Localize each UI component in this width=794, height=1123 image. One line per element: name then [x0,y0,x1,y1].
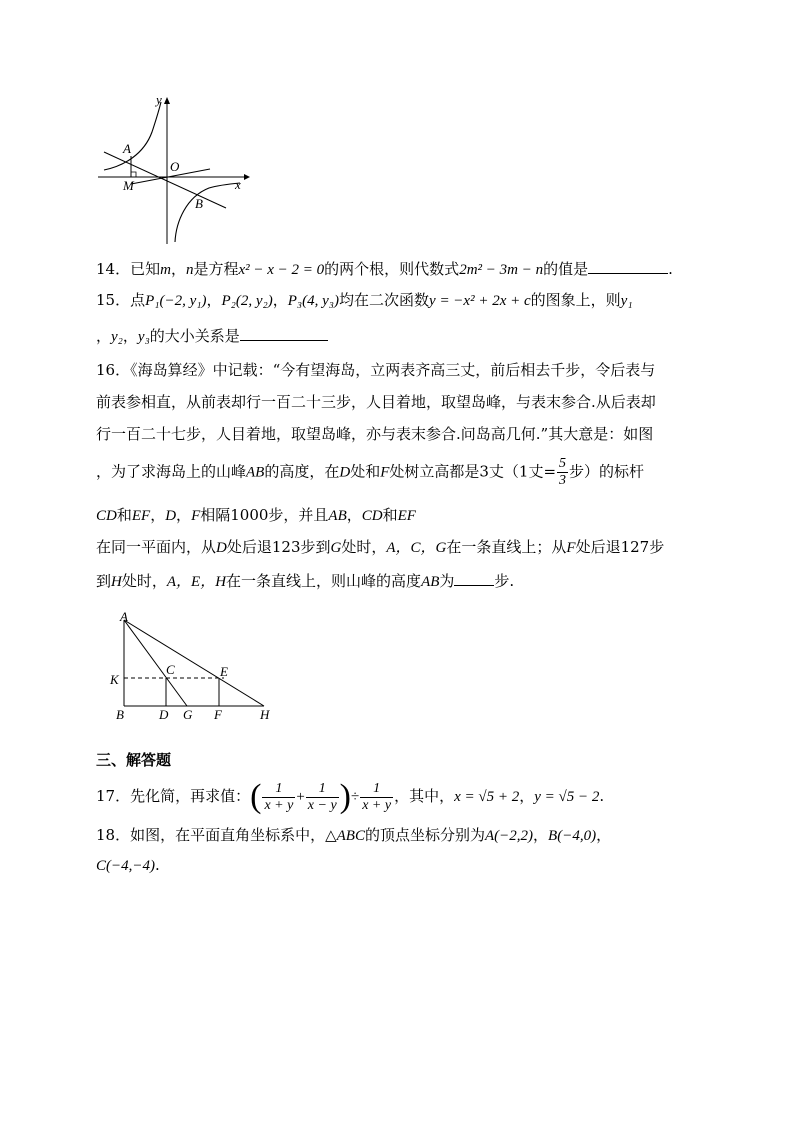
q15-answer-blank[interactable] [240,324,328,341]
question-17 [96,774,604,818]
q16-text-6d: 在一条直线上；从 [446,538,567,556]
q14-text-2: 是方程 [193,260,239,278]
q16-number: 16． [96,361,131,379]
q16-h: H [111,574,122,590]
q15-text-1: 点 [130,291,146,309]
q16-ef: EF [131,508,151,524]
q17-x-value: x = √5 + 2 [454,789,520,805]
question-16-line-4 [96,456,644,486]
q16-aeh: A，E，H [166,574,227,590]
q18-text-1: 如图，在平面直角坐标系中， [130,826,326,844]
q16-fraction [557,456,568,489]
q17-y-value: y = √5 − 2 [534,789,600,805]
q16-f-2: F [191,508,201,524]
q15-sep-2: ， [272,291,288,309]
q14-number: 14． [96,260,131,278]
q14-answer-blank[interactable] [588,257,668,274]
label-y: y [156,92,162,107]
q18-point-b: B(−4,0) [548,828,597,844]
q14-end: . [668,260,673,278]
q15-number: 15． [96,291,131,309]
q15-text-3: 的图象上，则 [530,291,621,309]
q17-frac2-den: x − y [307,797,337,813]
fig2-label-B: B [116,707,124,722]
q15-sep-3: ， [96,327,112,345]
q17-fraction-1 [262,781,295,814]
fig2-label-F: F [214,707,222,722]
q17-frac1-num: 1 [262,781,295,798]
q16-ef-2: EF [397,508,416,524]
q16-ab: AB [246,464,265,481]
fig2-label-C: C [166,662,175,677]
q15-sep-1: ， [206,291,222,309]
question-15-line-1 [96,290,633,311]
q16-text-4e: 步）的标杆 [569,462,645,481]
q16-cd-2: CD [361,508,383,524]
q16-text-6e: 处后退127步 [575,538,665,556]
q16-text-7e: 步. [494,572,515,590]
island-figure [104,608,284,728]
q16-cd: CD [96,508,117,524]
q17-plus: + [296,789,305,805]
q16-text-6b: 处后退123步到 [226,538,331,556]
q16-text-line-2: 前表参相直，从前表却行一百二十三步，人目着地，取望岛峰，与表末参合.从后表却 [96,393,656,411]
section-heading: 三、解答题 [96,751,172,769]
fig2-label-H: H [260,707,270,722]
q16-text-7c: 在一条直线上，则山峰的高度 [226,572,422,590]
q15-y1: y₁ [620,293,633,309]
q17-text-2: ，其中， [394,787,455,805]
q16-f-3: F [566,540,576,556]
q18-number: 18． [96,826,131,844]
q16-d-3: D [216,540,227,556]
q18-end: . [155,856,160,874]
q16-f: F [380,464,390,481]
q18-point-c: C(−4,−4) [96,858,155,874]
q16-and-1: 和 [116,506,132,524]
q16-and-2: 和 [382,506,398,524]
q17-sep: ， [519,787,535,805]
q17-number: 17． [96,787,131,805]
q14-comma: ， [170,260,186,278]
q18-point-a: A(−2,2) [485,828,534,844]
q17-paren-right: ) [339,778,351,815]
q16-frac-den: 3 [559,473,567,488]
q15-function: y = −x² + 2x + c [429,293,531,309]
question-14 [96,257,673,280]
q17-paren-left: ( [250,778,262,815]
q16-ab-2: AB [328,508,347,524]
q17-fraction-3 [360,781,393,814]
label-B: B [195,196,203,211]
q16-text-6c: 处时， [341,538,387,556]
q16-d: D [339,464,351,481]
q16-text-5c: 相隔1000步，并且 [200,506,329,524]
q14-expression: 2m² − 3m − n [459,262,544,278]
fig2-label-G: G [183,707,193,722]
question-18-line-2 [96,855,160,876]
q14-n: n [185,262,194,278]
q15-point-3: P₃(4, y₃) [287,293,340,309]
q16-text-4a: ，为了求海岛上的山峰 [96,462,247,481]
q16-text-4b: 的高度，在 [264,462,340,481]
q14-equation: x² − x − 2 = 0 [238,262,325,278]
q16-d-2: D [165,508,177,524]
q15-point-1: P₁(−2, y₁) [145,293,207,309]
q17-frac3-den: x + y [362,797,392,813]
q17-divide: ÷ [350,789,360,805]
q16-text-4d: 处树立高都是3丈（1丈= [389,462,557,481]
q18-sep-1: ， [533,826,549,844]
q16-text-4c: 处和 [350,462,381,481]
q17-frac1-den: x + y [264,797,294,813]
question-18-line-1 [96,825,611,846]
q17-end: . [599,787,605,805]
question-16-line-5 [96,505,416,526]
q14-m: m [160,262,171,278]
q16-text-7b: 处时， [121,572,167,590]
label-x: x [235,177,241,192]
q16-text-7d: 为 [439,572,455,590]
q16-acg: A，C，G [386,540,447,556]
fig2-label-A: A [120,609,128,624]
q15-text-2: 均在二次函数 [339,291,430,309]
label-A: A [123,141,131,156]
label-O: O [170,159,180,174]
q16-g: G [330,540,342,556]
q16-answer-blank[interactable] [454,569,494,586]
fig2-label-D: D [159,707,169,722]
q17-text-1: 先化简，再求值： [130,787,251,805]
q16-text-6a: 在同一平面内，从 [96,538,217,556]
q18-text-2: 的顶点坐标分别为 [364,826,485,844]
fig2-label-K: K [110,672,119,687]
q16-ab-3: AB [421,574,440,590]
q16-text-line-3: 行一百二十七步，人目着地，取望岛峰，亦与表末参合.问岛高几何.”其大意是：如图 [96,425,654,443]
question-16-line-6 [96,537,664,558]
q14-text-4: 的值是 [543,260,589,278]
question-16-line-3 [96,424,653,444]
question-16-line-7 [96,569,514,592]
q18-sep-2: ， [596,826,612,844]
q14-text-1: 已知 [130,260,161,278]
q16-text-line-1: 《海岛算经》中记载：“今有望海岛，立两表齐高三丈，前后相去千步，令后表与 [130,361,656,379]
q17-frac2-num: 1 [306,781,339,798]
fig2-label-E: E [220,664,228,679]
q17-frac3-num: 1 [360,781,393,798]
q15-point-2: P₂(2, y₂) [221,293,273,309]
q15-text-4: 的大小关系是 [149,327,240,345]
q16-sep-5c: ， [346,506,362,524]
hyperbola-figure [94,92,254,248]
q17-fraction-2 [306,781,339,814]
q16-sep-5a: ， [150,506,166,524]
q15-y2: y₂ [111,329,123,345]
q16-sep-5b: ， [176,506,192,524]
question-15-line-2 [96,324,328,347]
question-16-line-2 [96,392,656,412]
q16-text-7a: 到 [96,572,112,590]
q18-triangle: △ABC [325,828,365,844]
q14-text-3: 的两个根，则代数式 [324,260,460,278]
label-M: M [123,178,134,193]
q15-y3: y₃ [137,329,150,345]
q16-frac-num: 5 [559,456,567,471]
question-16-line-1 [96,360,655,380]
q15-sep-4: ， [122,327,138,345]
